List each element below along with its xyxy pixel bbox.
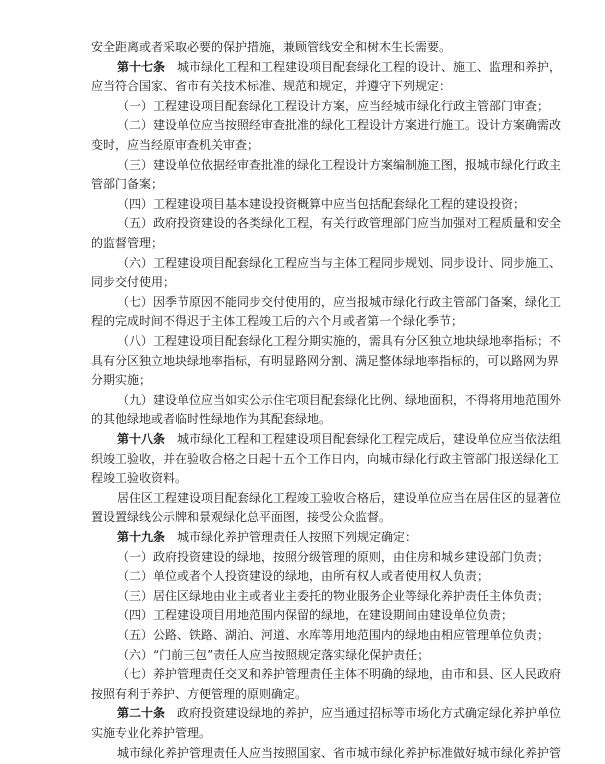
text-line (91, 314, 511, 328)
text-line (117, 549, 550, 564)
text-line (91, 353, 560, 368)
article-number: 第十七条 (117, 59, 166, 74)
line-text: 安全距离或者采取必要的保护措施，兼顾管线安全和树木生长需要。 (91, 40, 452, 54)
text-line (117, 608, 514, 623)
text-line (91, 726, 511, 740)
text-line (91, 275, 511, 289)
text-line (117, 588, 550, 603)
line-text: 变时，应当经原审查机关审查； (91, 138, 260, 152)
line-text: 按照有利于养护、方便管理的原则确定。 (91, 686, 308, 701)
text-line (91, 79, 511, 93)
line-text: 同步交付使用； (91, 275, 176, 290)
line-text: （九）建设单位应当如实公示住宅项目配套绿化比例、绿地面积，不得将用地范围外 (117, 392, 562, 407)
line-text: （三）居住区绿地由业主或者业主委托的物业服务企业等绿化养护责任主体负责； (117, 588, 550, 603)
text-line (117, 667, 562, 682)
text-line (91, 40, 511, 54)
line-text: 具有分区独立地块绿地率指标，有明显路网分割、满足整体绿地率指标的，可以路网为界 (91, 353, 560, 368)
line-text: 居住区工程建设项目配套绿化工程竣工验收合格后，建设单位应当在居住区的显著位 (117, 490, 562, 505)
text-line (117, 98, 550, 113)
line-text: 织竣工验收，并在验收合格之日起十五个工作日内，向城市绿化行政主管部门报送绿化工 (91, 451, 560, 466)
text-line (117, 569, 511, 583)
line-text: （二）单位或者个人投资建设的绿地，由所有权人或者使用权人负责； (117, 569, 490, 584)
text-line (91, 177, 511, 191)
line-text: 的监督管理； (91, 236, 164, 250)
article-number: 第十八条 (117, 432, 166, 446)
text-line (117, 530, 511, 544)
line-text: 政府投资建设绿地的养护，应当通过招标等市场化方式确定绿化养护单位 (165, 706, 562, 721)
line-text: 程的完成时间不得迟于主体工程竣工后的六个月或者第一个绿化季节； (91, 314, 464, 329)
text-line (117, 334, 562, 348)
text-line (117, 432, 562, 446)
line-text: （一）工程建设项目配套绿化工程设计方案，应当经城市绿化行政主管部门审查； (117, 98, 550, 113)
text-line (91, 412, 511, 426)
line-text: 管部门备案； (91, 177, 164, 192)
text-line (91, 236, 511, 250)
text-line (117, 216, 562, 231)
article-number: 第二十条 (117, 706, 166, 721)
line-text: 实施专业化养护管理。 (91, 726, 212, 740)
line-text: 的其他绿地或者临时性绿地作为其配套绿地。 (91, 412, 332, 427)
line-text: 城市绿化工程和工程建设项目配套绿化工程完成后，建设单位应当依法组 (165, 432, 562, 446)
text-line (117, 59, 562, 74)
text-line (117, 196, 526, 211)
text-line (117, 745, 562, 760)
text-line (117, 392, 562, 407)
line-text: （五）公路、铁路、湖泊、河道、水库等用地范围内的绿地由相应管理单位负责； (117, 628, 550, 642)
line-text: （八）工程建设项目配套绿化工程分期实施的，需具有分区独立地块绿地率指标；不 (117, 334, 562, 348)
line-text: 城市绿化工程和工程建设项目配套绿化工程的设计、施工、监理和养护， (165, 59, 562, 74)
article-number: 第十九条 (117, 530, 166, 544)
text-line (117, 157, 562, 172)
line-text: （一）政府投资建设的绿地，按照分级管理的原则，由住房和城乡建设部门负责； (117, 549, 550, 564)
line-text: （七）养护管理责任交叉和养护管理责任主体不明确的绿地，由市和县、区人民政府 (117, 667, 562, 682)
line-text: （五）政府投资建设的各类绿化工程，有关行政管理部门应当加强对工程质量和安全 (117, 216, 562, 231)
line-text: （三）建设单位依据经审查批准的绿化工程设计方案编制施工图，报城市绿化行政主 (117, 157, 562, 172)
text-line (91, 138, 511, 152)
line-text: 城市绿化养护管理责任人应当按照国家、省市城市绿化养护标准做好城市绿化养护管 (117, 745, 562, 760)
line-text: 应当符合国家、省市有关技术标准、规范和规定，并遵守下列规定： (91, 79, 452, 94)
text-line (117, 490, 562, 505)
text-line (91, 451, 560, 466)
text-line (117, 706, 562, 721)
line-text: （七）因季节原因不能同步交付使用的，应当报城市绿化行政主管部门备案，绿化工 (117, 294, 562, 309)
line-text: 分期实施； (91, 373, 152, 388)
text-line (91, 687, 511, 701)
line-text: 城市绿化养护管理责任人按照下列规定确定： (165, 530, 418, 544)
text-line (91, 373, 511, 387)
text-line (117, 294, 562, 309)
line-text: （四）工程建设项目用地范围内保留的绿地，在建设期间由建设单位负责； (117, 608, 514, 623)
text-line (117, 648, 511, 662)
line-text: （六）工程建设项目配套绿化工程应当与主体工程同步规划、同步设计、同步施工、 (117, 255, 562, 270)
text-line (91, 471, 511, 485)
text-line (117, 255, 562, 270)
line-text: （二）建设单位应当按照经审查批准的绿化工程设计方案进行施工。设计方案确需改 (117, 118, 562, 133)
line-text: 置设置绿线公示牌和景观绿化总平面图，接受公众监督。 (91, 510, 392, 525)
line-text: （四）工程建设项目基本建设投资概算中应当包括配套绿化工程的建设投资； (117, 196, 526, 211)
text-line (117, 628, 550, 642)
text-line (91, 510, 511, 524)
line-text: 程竣工验收资料。 (91, 471, 188, 486)
text-line (117, 118, 562, 133)
line-text: （六）“门前三包”责任人应当按照规定落实绿化保护责任； (117, 647, 430, 662)
